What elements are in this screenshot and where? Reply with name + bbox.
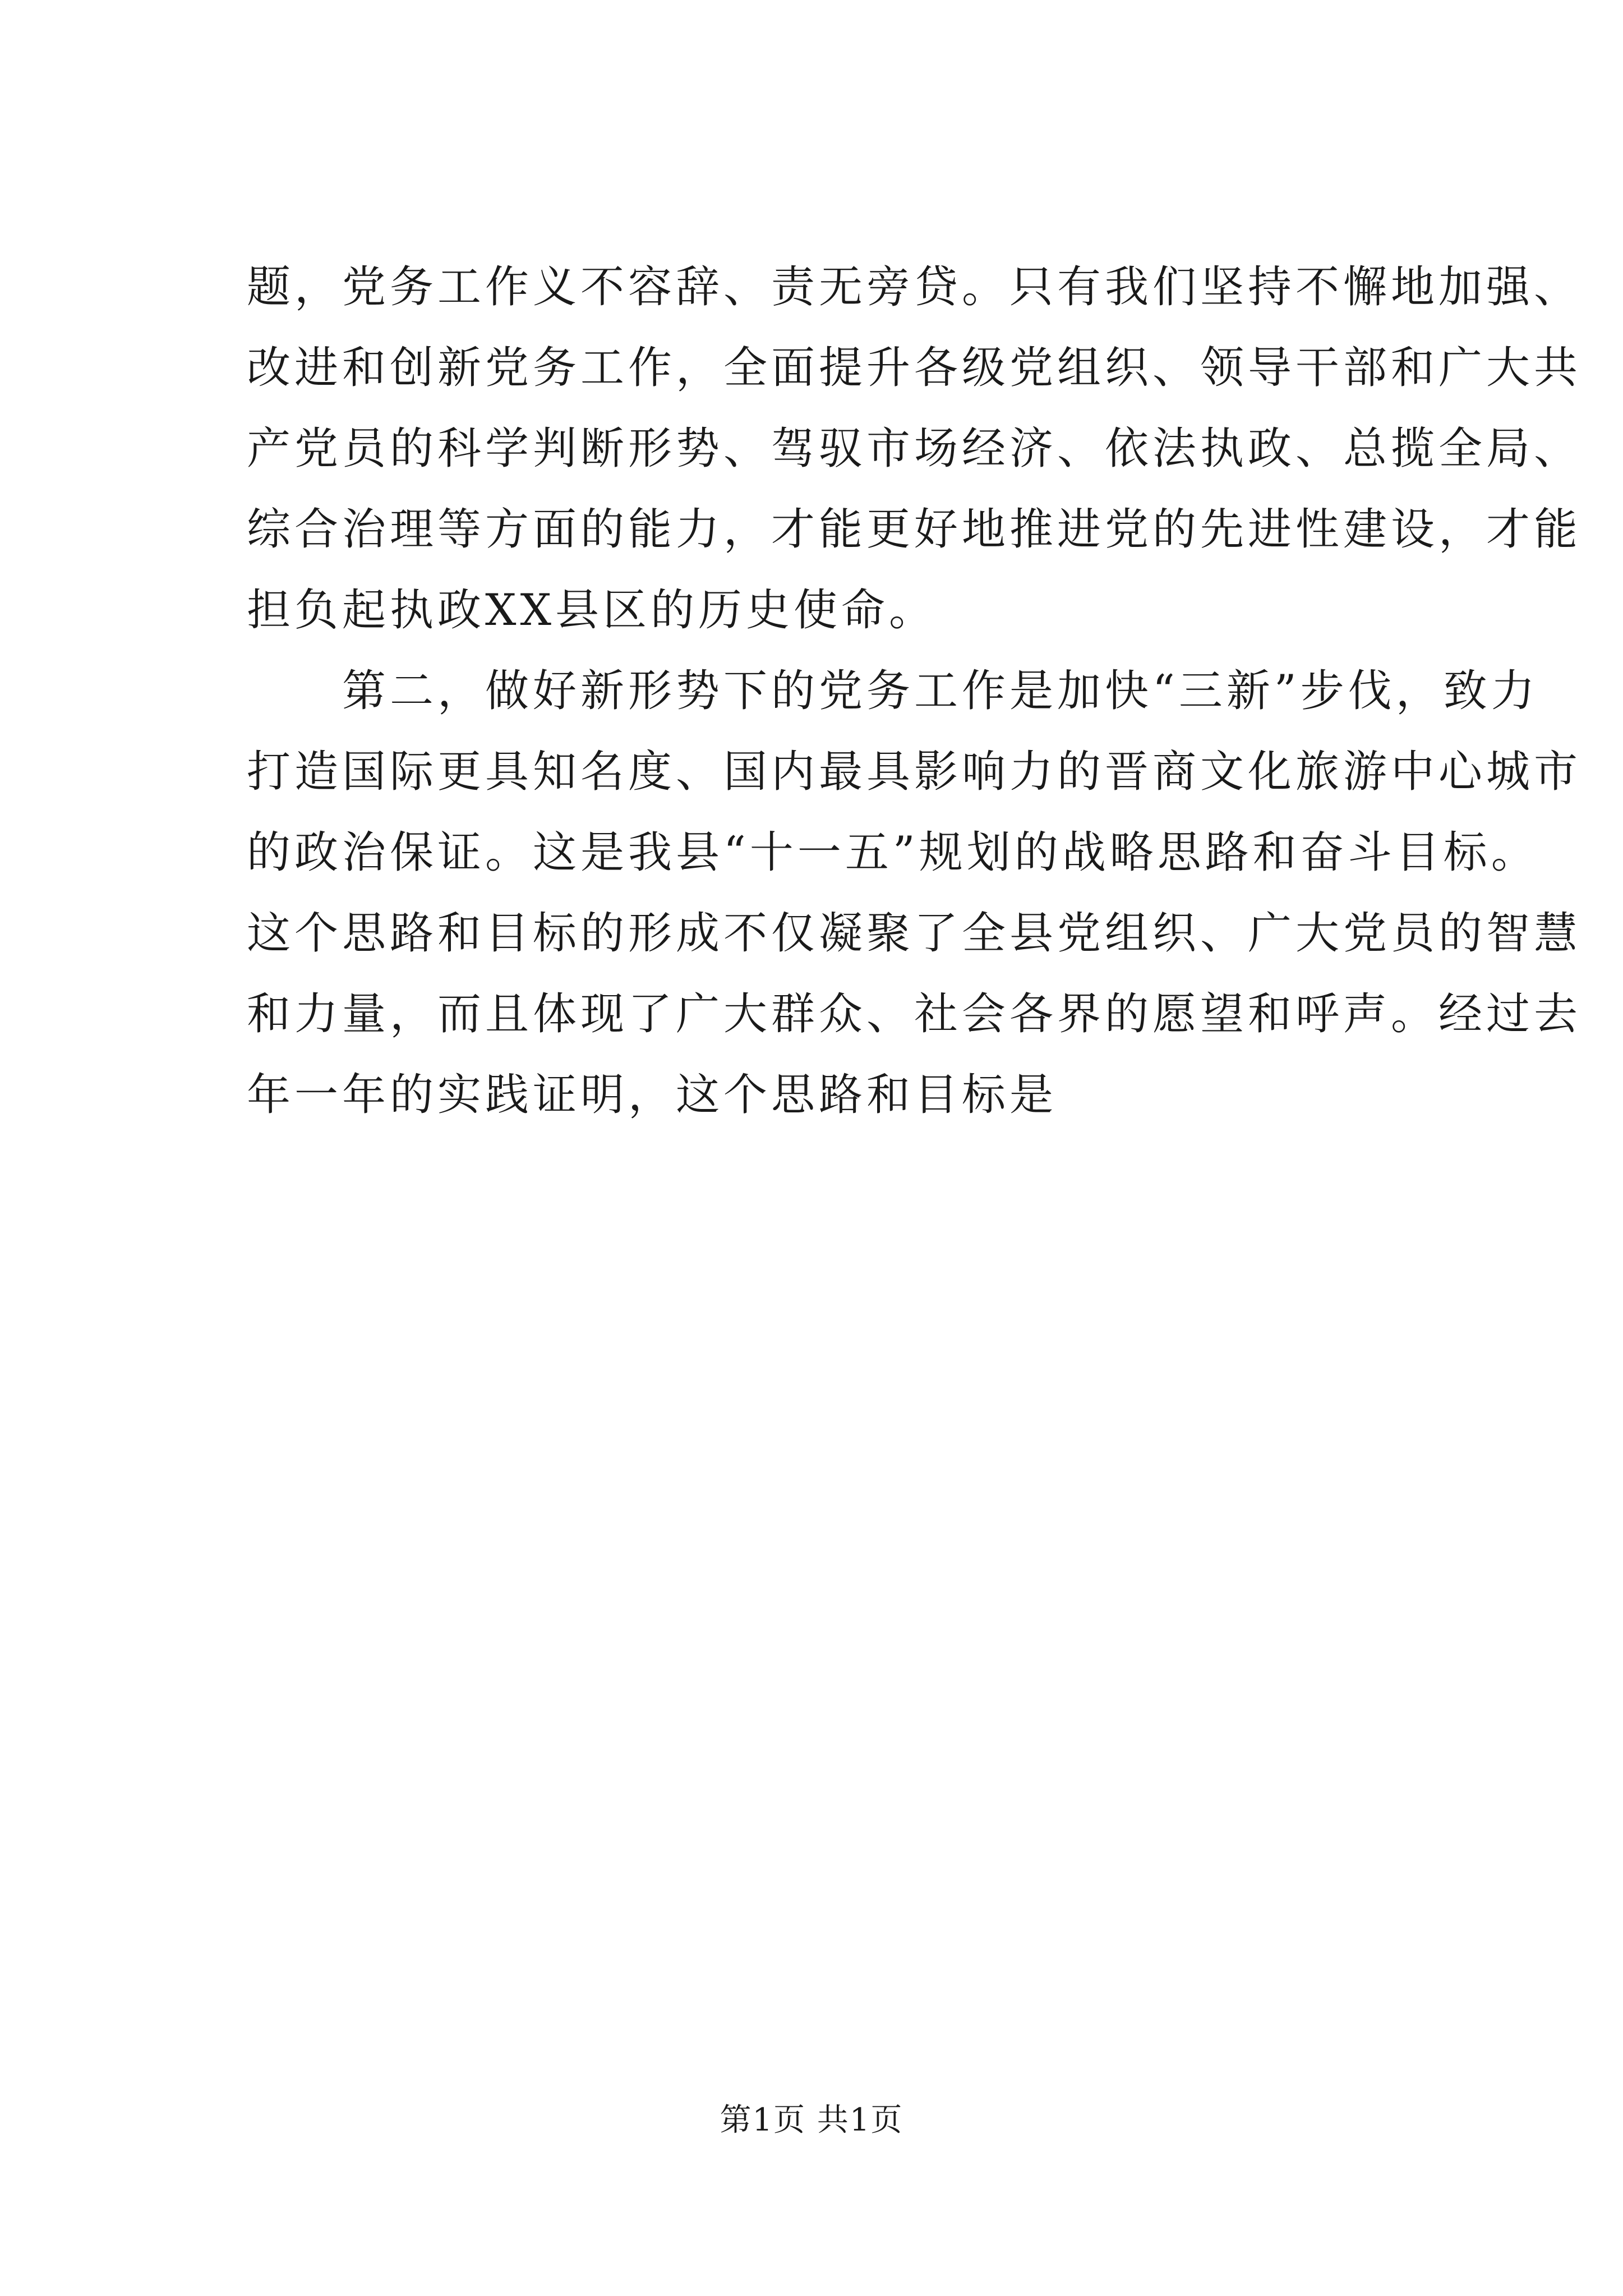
page-footer: 第1页 共1页	[720, 2102, 903, 2138]
text-line-8: 的政治保证。这是我县“十一五”规划的战略思路和奋斗目标。	[247, 827, 1539, 878]
text-line-5: 担负起执政XX县区的历史使命。	[247, 585, 937, 636]
text-line-1: 题，党务工作义不容辞、责无旁贷。只有我们坚持不懈地加强、	[247, 262, 1582, 312]
text-line-3: 产党员的科学判断形势、驾驭市场经济、依法执政、总揽全局、	[247, 424, 1582, 474]
text-line-6: 第二，做好新形势下的党务工作是加快“三新”步伐，致力	[247, 666, 1539, 716]
text-line-10: 和力量，而且体现了广大群众、社会各界的愿望和呼声。经过去	[247, 989, 1582, 1039]
text-line-2: 改进和创新党务工作，全面提升各级党组织、领导干部和广大共	[247, 343, 1582, 393]
text-line-9: 这个思路和目标的形成不仅凝聚了全县党组织、广大党员的智慧	[247, 908, 1582, 959]
text-line-4: 综合治理等方面的能力，才能更好地推进党的先进性建设，才能	[247, 504, 1582, 555]
body-text	[247, 247, 1582, 1135]
text-line-11: 年一年的实践证明，这个思路和目标是	[247, 1070, 1058, 1120]
text-line-7: 打造国际更具知名度、国内最具影响力的晋商文化旅游中心城市	[247, 747, 1582, 797]
